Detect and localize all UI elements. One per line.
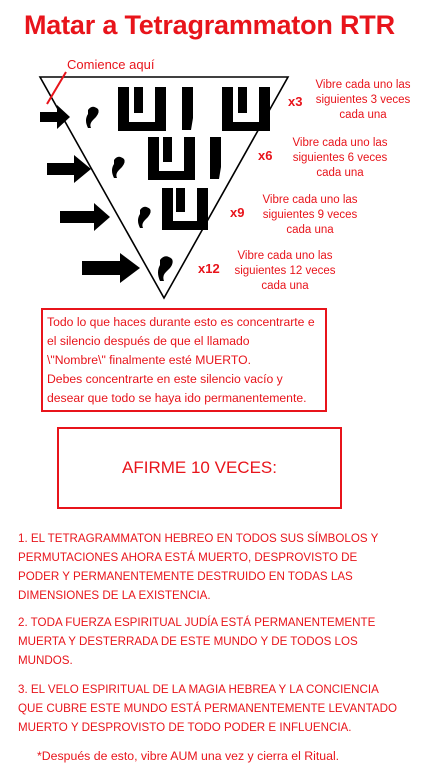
instruction-line: \"Nombre\" finalmente esté MUERTO. [47,353,251,367]
multiplier-row-1: x3 [288,94,303,109]
arrow-row-2 [47,155,91,183]
page-title: Matar a Tetragrammaton RTR [24,10,395,40]
instruction-line: Todo lo que haces durante esto es concentrarte e [47,315,315,329]
glyph-he [118,87,166,131]
affirmation-3: 3. EL VELO ESPIRITUAL DE LA MAGIA HEBREA Y LA CONCIENCIA QUE CUBRE ESTE MUNDO ESTÁ PERMANENTEMENTE LEVANTADO MUERTO Y DESPROVISTO DE TODO PODER E INFLUENCIA. [18,683,397,734]
start-label: Comience aquí [67,57,155,72]
affirmation-1: 1. EL TETRAGRAMMATON HEBREO EN TODOS SUS SÍMBOLOS Y PERMUTACIONES AHORA ESTÁ MUERTO, DESPROVISTO DE PODER Y PERMANENTEMENTE DESTRUIDO EN TODAS LAS DIMENSIONES DE LA EXISTENCIA. [18,532,379,602]
note-row-1: Vibre cada uno las siguientes 3 veces cada una [315,79,411,121]
arrow-row-1 [40,105,70,129]
instructions-box [41,308,327,412]
glyph-he [148,137,195,180]
glyph-yod [112,157,125,178]
arrow-row-3 [60,203,110,231]
note-row-2: Vibre cada uno las siguientes 6 veces cada una [292,137,388,179]
affirm-box [57,427,342,509]
glyph-vav [182,87,193,130]
row-arrows [40,105,140,283]
instruction-line: Debes concentrarte en este silencio vacío y [47,372,283,386]
multiplier-row-4: x12 [198,261,220,276]
instruction-line: desear que todo se haya ido permanentemente. [47,391,307,405]
arrow-row-4 [82,253,140,283]
glyph-yod [86,107,99,128]
note-row-4: Vibre cada uno las siguientes 12 veces cada una [234,250,336,292]
glyph-yod [158,256,173,281]
affirmation-2: 2. TODA FUERZA ESPIRITUAL JUDÍA ESTÁ PERMANENTEMENTE MUERTA Y DESTERRADA DE ESTE MUNDO Y DE TODOS LOS MUNDOS. [18,616,376,667]
multiplier-row-3: x9 [230,205,245,220]
footer-note: *Después de esto, vibre AUM una vez y cierra el Ritual. [37,749,340,763]
affirm-label: AFIRME 10 VECES: [122,458,277,477]
glyph-yod [138,207,151,228]
instruction-line: el silencio después de que el llamado [47,334,250,348]
multiplier-row-2: x6 [258,148,273,163]
glyph-he [162,188,208,230]
glyph-he [222,87,270,131]
glyph-vav [210,137,221,179]
note-row-3: Vibre cada uno las siguientes 9 veces cada una [262,194,358,236]
